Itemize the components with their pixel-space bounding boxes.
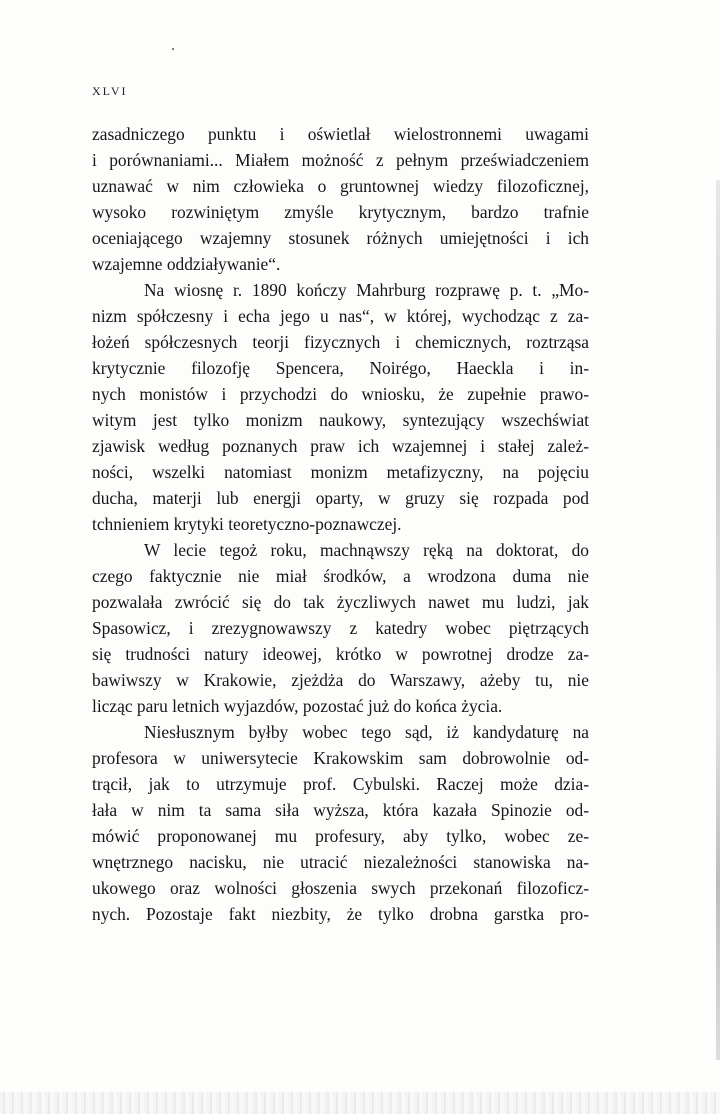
scan-bottom-edge: [0, 1092, 720, 1114]
body-text: [92, 121, 589, 927]
text-line: ności, wszelki natomiast monizm metafizyczny, na pojęciu: [92, 462, 589, 482]
text-line: i porównaniami... Miałem możność z pełnym przeświadczeniem: [92, 150, 589, 170]
text-line: bawiwszy w Krakowie, zjeżdża do Warszawy, ażeby tu, nie: [92, 670, 589, 690]
text-line: wnętrznego nacisku, nie utracić niezależności stanowiska na-: [92, 852, 589, 872]
text-line: nizm spółczesny i echa jego u nas“, w której, wychodząc z za-: [92, 306, 589, 326]
text-line: licząc paru letnich wyjazdów, pozostać już do końca życia.: [92, 696, 503, 716]
page-number: XLVI: [92, 84, 128, 98]
page-edge-shadow: [716, 180, 720, 1060]
text-line: łożeń spółczesnych teorji fizycznych i chemicznych, roztrząsa: [92, 332, 589, 352]
text-line: trącił, jak to utrzymuje prof. Cybulski. Raczej może dzia-: [92, 774, 589, 794]
text-line: uznawać w nim człowieka o gruntownej wiedzy filozoficznej,: [92, 176, 589, 196]
text-line: Spasowicz, i zrezygnowawszy z katedry wobec piętrzących: [92, 618, 589, 638]
text-line: tchnieniem krytyki teoretyczno-poznawczej.: [92, 514, 402, 534]
text-line: zjawisk według poznanych praw ich wzajemnej i stałej zależ-: [92, 436, 589, 456]
text-line: pozwalała zwrócić się do tak życzliwych nawet mu ludzi, jak: [92, 592, 589, 612]
text-line: profesora w uniwersytecie Krakowskim sam dobrowolnie od-: [92, 748, 589, 768]
text-line: się trudności natury ideowej, krótko w powrotnej drodze za-: [92, 644, 589, 664]
text-line: mówić proponowanej mu profesury, aby tylko, wobec ze-: [92, 826, 589, 846]
text-line: zasadniczego punktu i oświetlał wielostronnemi uwagami: [92, 124, 589, 144]
text-line: łała w nim ta sama siła wyższa, która kazała Spinozie od-: [92, 800, 589, 820]
text-line: W lecie tegoż roku, machnąwszy ręką na doktorat, do: [144, 540, 589, 560]
text-line: ukowego oraz wolności głoszenia swych przekonań filozoficz-: [92, 878, 589, 898]
text-line: krytycznie filozofję Spencera, Noirégo, Haeckla i in-: [92, 358, 589, 378]
text-line: Na wiosnę r. 1890 kończy Mahrburg rozprawę p. t. „Mo-: [144, 280, 589, 300]
text-line: oceniającego wzajemny stosunek różnych umiejętności i ich: [92, 228, 589, 248]
text-line: nych monistów i przychodzi do wniosku, że zupełnie prawo-: [92, 384, 589, 404]
text-line: nych. Pozostaje fakt niezbity, że tylko drobna garstka pro-: [92, 904, 589, 924]
ink-speck: [172, 48, 174, 50]
text-line: Niesłusznym byłby wobec tego sąd, iż kandydaturę na: [144, 722, 589, 742]
text-line: witym jest tylko monizm naukowy, syntezujący wszechświat: [92, 410, 589, 430]
text-line: czego faktycznie nie miał środków, a wrodzona duma nie: [92, 566, 589, 586]
text-line: wysoko rozwiniętym zmyśle krytycznym, bardzo trafnie: [92, 202, 589, 222]
text-line: ducha, materji lub energji oparty, w gruzy się rozpada pod: [92, 488, 589, 508]
text-line: wzajemne oddziaływanie“.: [92, 254, 281, 274]
